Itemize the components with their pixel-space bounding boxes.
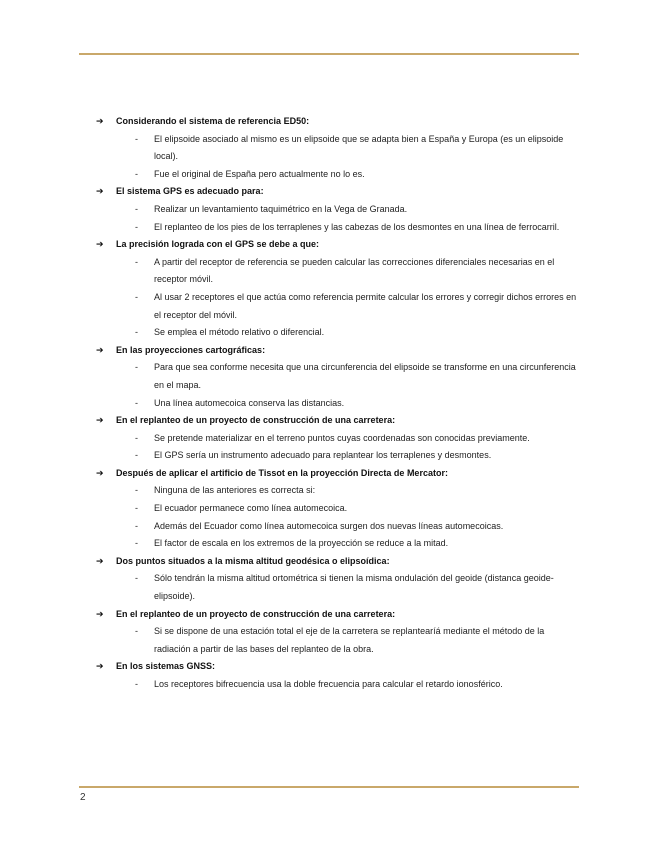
arrow-bullet-icon: ➔ [96, 415, 104, 426]
answer-item [96, 359, 582, 394]
answer-list [96, 676, 582, 694]
answer-item-text: Al usar 2 receptores el que actúa como referencia permite calcular los errores y corregir dichos errores en el receptor del móvil. [154, 291, 577, 320]
answer-item [96, 447, 582, 465]
dash-bullet-icon: - [135, 450, 138, 461]
section-heading-text: En los sistemas GNSS: [116, 661, 216, 672]
answer-item-text: Para que sea conforme necesita que una circunferencia del elipsoide se transforme en una circunferencia en el mapa. [154, 362, 576, 390]
section-heading [96, 342, 582, 360]
answer-list [96, 570, 582, 605]
question-section [96, 113, 582, 183]
dash-bullet-icon: - [135, 168, 138, 179]
answer-item-text: Ninguna de las anteriores es correcta si: [154, 485, 316, 496]
arrow-bullet-icon: ➔ [96, 116, 104, 126]
answer-item-text: Se pretende materializar en el terreno puntos cuyas coordenadas son conocidas previamente. [154, 432, 530, 443]
answer-item-text: Sólo tendrán la misma altitud ortométrica si tienen la misma ondulación del geoide (distanca geoide-elipsoide). [154, 573, 554, 602]
dash-bullet-icon: - [135, 256, 138, 267]
dash-bullet-icon: - [135, 291, 138, 302]
answer-item-text: El elipsoide asociado al mismo es un elipsoide que se adapta bien a España y Europa (es un elipsoide local). [154, 133, 564, 162]
answer-item [96, 324, 582, 342]
answer-list [96, 254, 582, 342]
section-heading [96, 113, 582, 131]
arrow-bullet-icon: ➔ [96, 608, 104, 619]
dash-bullet-icon: - [135, 626, 138, 637]
section-heading [96, 606, 582, 624]
answer-item-text: Además del Ecuador como línea automecoica surgen dos nuevas líneas automecoicas. [154, 520, 504, 531]
section-heading [96, 412, 582, 430]
dash-bullet-icon: - [135, 133, 138, 144]
section-heading-text: En el replanteo de un proyecto de construcción de una carretera: [116, 608, 396, 619]
question-section [96, 412, 582, 465]
question-section [96, 658, 582, 693]
dash-bullet-icon: - [135, 397, 138, 408]
dash-bullet-icon: - [135, 327, 138, 338]
answer-list [96, 201, 582, 236]
section-heading-text: El sistema GPS es adecuado para: [116, 186, 264, 197]
dash-bullet-icon: - [135, 203, 138, 214]
dash-bullet-icon: - [135, 503, 138, 514]
document-body [96, 113, 582, 694]
dash-bullet-icon: - [135, 362, 138, 373]
question-section [96, 236, 582, 342]
answer-item [96, 676, 582, 694]
arrow-bullet-icon: ➔ [96, 467, 104, 478]
section-heading-text: En el replanteo de un proyecto de construcción de una carretera: [116, 415, 396, 426]
answer-list [96, 131, 582, 184]
answer-list [96, 623, 582, 658]
answer-item [96, 166, 582, 184]
answer-item-text: Fue el original de España pero actualmente no lo es. [154, 168, 365, 179]
section-heading-text: La precisión lograda con el GPS se debe a que: [116, 239, 320, 250]
answer-item [96, 535, 582, 553]
dash-bullet-icon: - [135, 679, 138, 689]
answer-item-text: El factor de escala en los extremos de la proyección se reduce a la mitad. [154, 538, 449, 549]
answer-item [96, 430, 582, 448]
arrow-bullet-icon: ➔ [96, 186, 104, 197]
answer-item [96, 570, 582, 605]
answer-item [96, 219, 582, 237]
answer-item [96, 623, 582, 658]
answer-item-text: Los receptores bifrecuencia usa la doble frecuencia para calcular el retardo ionosférico. [154, 679, 503, 689]
section-heading [96, 658, 582, 676]
question-section [96, 342, 582, 412]
answer-list [96, 359, 582, 412]
question-section [96, 553, 582, 606]
answer-item-text: Se emplea el método relativo o diferencial. [154, 327, 325, 338]
answer-item-text: Si se dispone de una estación total el eje de la carretera se replantearíá mediante el método de la radiación a partir de las bases del replanteo de la obra. [154, 626, 545, 654]
answer-item [96, 500, 582, 518]
section-heading [96, 236, 582, 254]
dash-bullet-icon: - [135, 485, 138, 496]
dash-bullet-icon: - [135, 573, 138, 584]
answer-list [96, 430, 582, 465]
dash-bullet-icon: - [135, 520, 138, 531]
dash-bullet-icon: - [135, 432, 138, 443]
dash-bullet-icon: - [135, 538, 138, 549]
answer-item-text: El ecuador permanece como línea automecoica. [154, 503, 348, 514]
answer-item [96, 482, 582, 500]
question-section [96, 606, 582, 659]
section-heading-text: Después de aplicar el artificio de Tissot en la proyección Directa de Mercator: [116, 467, 448, 478]
answer-item [96, 201, 582, 219]
answer-item [96, 131, 582, 166]
arrow-bullet-icon: ➔ [96, 661, 104, 672]
section-heading-text: Dos puntos situados a la misma altitud geodésica o elipsoídica: [116, 555, 390, 566]
answer-list [96, 482, 582, 552]
section-heading-text: Considerando el sistema de referencia ED50: [116, 116, 310, 126]
question-section [96, 465, 582, 553]
answer-item [96, 518, 582, 536]
section-heading [96, 553, 582, 571]
answer-item-text: El GPS sería un instrumento adecuado para replantear los terraplenes y desmontes. [154, 450, 492, 461]
header-rule [79, 53, 579, 55]
arrow-bullet-icon: ➔ [96, 555, 104, 566]
section-heading [96, 465, 582, 483]
question-section [96, 183, 582, 236]
section-heading [96, 183, 582, 201]
answer-item-text: El replanteo de los pies de los terraplenes y las cabezas de los desmontes en una línea de ferrocarril. [154, 221, 560, 232]
page-number: 2 [80, 792, 86, 803]
answer-item-text: A partir del receptor de referencia se pueden calcular las correcciones diferenciales necesarias en el receptor móvil. [154, 256, 555, 285]
arrow-bullet-icon: ➔ [96, 344, 104, 355]
answer-item-text: Una línea automecoica conserva las distancias. [154, 397, 345, 408]
footer-rule [79, 786, 579, 788]
answer-item [96, 254, 582, 289]
answer-item-text: Realizar un levantamiento taquimétrico en la Vega de Granada. [154, 203, 408, 214]
arrow-bullet-icon: ➔ [96, 239, 104, 250]
answer-item [96, 395, 582, 413]
answer-item [96, 289, 582, 324]
dash-bullet-icon: - [135, 221, 138, 232]
section-heading-text: En las proyecciones cartográficas: [116, 344, 266, 355]
